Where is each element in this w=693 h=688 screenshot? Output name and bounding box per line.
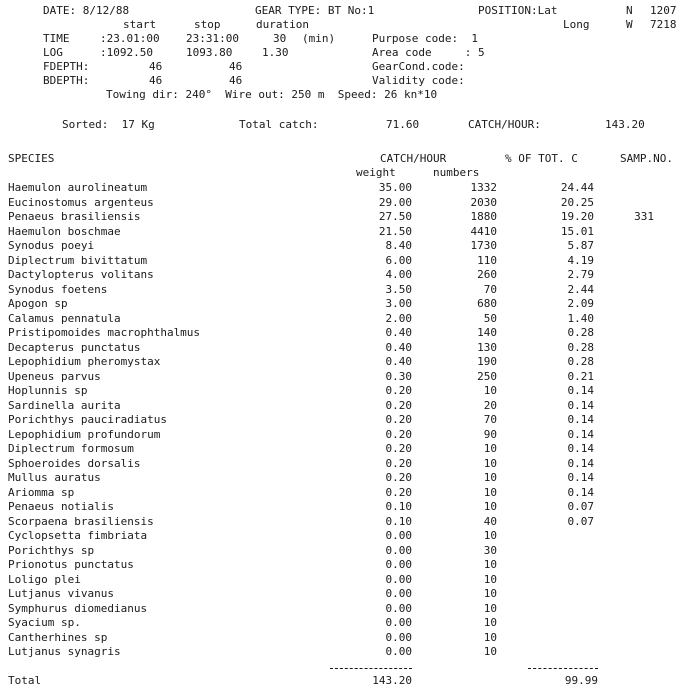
numbers-value: 10 <box>483 384 497 397</box>
pct-value: 0.14 <box>567 442 594 455</box>
species-name: Mullus auratus <box>8 471 101 484</box>
weight-value: 21.50 <box>378 225 412 238</box>
numbers-value: 10 <box>483 616 497 629</box>
species-name: Upeneus parvus <box>8 370 101 383</box>
numbers-value: 50 <box>483 312 497 325</box>
validity-code: Validity code: <box>372 74 465 87</box>
total-weight-rule <box>330 668 412 669</box>
species-name: Hoplunnis sp <box>8 384 88 397</box>
bdepth-stop: 46 <box>229 74 243 87</box>
weight-value: 0.00 <box>385 602 412 615</box>
total-label: Total <box>8 674 42 687</box>
weight-value: 0.00 <box>385 587 412 600</box>
catch-hour-label: CATCH/HOUR: <box>468 118 541 131</box>
weight-value: 0.20 <box>385 384 412 397</box>
numbers-value: 70 <box>483 413 497 426</box>
numbers-value: 70 <box>483 283 497 296</box>
lat-value: 1207 <box>650 4 677 17</box>
numbers-value: 250 <box>477 370 497 383</box>
towing-line: Towing dir: 240° Wire out: 250 m Speed: 26 kn*10 <box>106 88 438 101</box>
species-name: Penaeus notialis <box>8 500 114 513</box>
weight-value: 0.20 <box>385 486 412 499</box>
weight-value: 0.20 <box>385 399 412 412</box>
pct-value: 15.01 <box>560 225 594 238</box>
numbers-value: 10 <box>483 558 497 571</box>
species-name: Porichthys pauciradiatus <box>8 413 167 426</box>
species-name: Loligo plei <box>8 573 81 586</box>
species-name: Pristipomoides macrophthalmus <box>8 326 201 339</box>
total-weight: 143.20 <box>372 674 412 687</box>
pct-value: 0.14 <box>567 384 594 397</box>
species-name: Dactylopterus volitans <box>8 268 154 281</box>
species-name: Lutjanus synagris <box>8 645 121 658</box>
pct-value: 0.28 <box>567 355 594 368</box>
species-name: Decapterus punctatus <box>8 341 141 354</box>
pct-value: 0.28 <box>567 326 594 339</box>
weight-value: 3.00 <box>385 297 412 310</box>
numbers-value: 140 <box>477 326 497 339</box>
pct-value: 0.14 <box>567 457 594 470</box>
loc-label: LOG <box>43 46 63 59</box>
gear-type-field: GEAR TYPE: BT No:1 <box>255 4 375 17</box>
weight-value: 2.00 <box>385 312 412 325</box>
lat-hemisphere: N <box>626 4 633 17</box>
weight-value: 0.00 <box>385 616 412 629</box>
col-duration-label: duration <box>256 18 309 31</box>
loc-start: :1092.50 <box>100 46 153 59</box>
numbers-value: 40 <box>483 515 497 528</box>
pct-value: 0.14 <box>567 428 594 441</box>
weight-value: 0.00 <box>385 645 412 658</box>
weight-value: 0.00 <box>385 558 412 571</box>
species-name: Scorpaena brasiliensis <box>8 515 154 528</box>
species-name: Calamus pennatula <box>8 312 121 325</box>
numbers-header: numbers <box>433 166 480 179</box>
bdepth-label: BDEPTH: <box>43 74 90 87</box>
pct-value: 0.21 <box>567 370 594 383</box>
numbers-value: 10 <box>483 486 497 499</box>
numbers-value: 680 <box>477 297 497 310</box>
species-name: Sardinella aurita <box>8 399 121 412</box>
numbers-value: 10 <box>483 602 497 615</box>
pct-value: 4.19 <box>567 254 594 267</box>
species-name: Synodus foetens <box>8 283 108 296</box>
bdepth-start: 46 <box>149 74 163 87</box>
weight-value: 0.00 <box>385 573 412 586</box>
weight-value: 0.40 <box>385 326 412 339</box>
catch-hour-header: CATCH/HOUR <box>380 152 447 165</box>
pct-value: 1.40 <box>567 312 594 325</box>
species-name: Syacium sp. <box>8 616 81 629</box>
weight-header: weight <box>356 166 396 179</box>
species-name: Diplectrum bivittatum <box>8 254 148 267</box>
sorted-weight: Sorted: 17 Kg <box>62 118 155 131</box>
weight-value: 8.40 <box>385 239 412 252</box>
weight-value: 0.20 <box>385 442 412 455</box>
species-name: Porichthys sp <box>8 544 95 557</box>
pct-value: 0.07 <box>567 500 594 513</box>
species-name: Prionotus punctatus <box>8 558 134 571</box>
time-duration: 30 <box>273 32 287 45</box>
weight-value: 0.20 <box>385 413 412 426</box>
weight-value: 27.50 <box>378 210 412 223</box>
pct-value: 0.28 <box>567 341 594 354</box>
weight-value: 4.00 <box>385 268 412 281</box>
weight-value: 6.00 <box>385 254 412 267</box>
area-code: Area code : 5 <box>372 46 485 59</box>
long-hemisphere: W <box>626 18 633 31</box>
numbers-value: 10 <box>483 645 497 658</box>
time-unit: (min) <box>302 32 336 45</box>
numbers-value: 110 <box>477 254 497 267</box>
numbers-value: 130 <box>477 341 497 354</box>
numbers-value: 30 <box>483 544 497 557</box>
pct-value: 19.20 <box>560 210 594 223</box>
gearcond-code: GearCond.code: <box>372 60 465 73</box>
species-name: Symphurus diomedianus <box>8 602 148 615</box>
species-name: Lepophidium pheromystax <box>8 355 161 368</box>
species-name: Eucinostomus argenteus <box>8 196 154 209</box>
pct-value: 20.25 <box>560 196 594 209</box>
loc-stop: 1093.80 <box>186 46 233 59</box>
numbers-value: 10 <box>483 457 497 470</box>
weight-value: 0.40 <box>385 355 412 368</box>
species-name: Cyclopsetta fimbriata <box>8 529 148 542</box>
pct-value: 2.44 <box>567 283 594 296</box>
species-name: Ariomma sp <box>8 486 75 499</box>
numbers-value: 10 <box>483 500 497 513</box>
weight-value: 3.50 <box>385 283 412 296</box>
weight-value: 0.20 <box>385 428 412 441</box>
pct-value: 24.44 <box>560 181 594 194</box>
species-name: Synodus poeyi <box>8 239 95 252</box>
numbers-value: 1332 <box>470 181 497 194</box>
pct-value: 0.14 <box>567 413 594 426</box>
long-label: Long <box>563 18 590 31</box>
col-stop-label: stop <box>194 18 221 31</box>
fdepth-start: 46 <box>149 60 163 73</box>
pct-total-header: % OF TOT. C <box>505 152 578 165</box>
weight-value: 35.00 <box>378 181 412 194</box>
time-start: :23.01:00 <box>100 32 160 45</box>
numbers-value: 190 <box>477 355 497 368</box>
species-name: Cantherhines sp <box>8 631 108 644</box>
catch-hour-value: 143.20 <box>605 118 645 131</box>
position-lat-label: POSITION:Lat <box>478 4 558 17</box>
weight-value: 29.00 <box>378 196 412 209</box>
numbers-value: 10 <box>483 442 497 455</box>
total-catch-label: Total catch: <box>239 118 319 131</box>
numbers-value: 10 <box>483 529 497 542</box>
pct-value: 2.79 <box>567 268 594 281</box>
weight-value: 0.00 <box>385 529 412 542</box>
long-value: 7218 <box>650 18 677 31</box>
weight-value: 0.00 <box>385 631 412 644</box>
weight-value: 0.00 <box>385 544 412 557</box>
species-name: Diplectrum formosum <box>8 442 134 455</box>
numbers-value: 4410 <box>470 225 497 238</box>
numbers-value: 2030 <box>470 196 497 209</box>
col-start-label: start <box>123 18 157 31</box>
pct-value: 0.14 <box>567 471 594 484</box>
pct-value: 0.14 <box>567 486 594 499</box>
numbers-value: 90 <box>483 428 497 441</box>
weight-value: 0.20 <box>385 457 412 470</box>
weight-value: 0.20 <box>385 471 412 484</box>
numbers-value: 20 <box>483 399 497 412</box>
numbers-value: 10 <box>483 573 497 586</box>
species-header: SPECIES <box>8 152 55 165</box>
weight-value: 0.40 <box>385 341 412 354</box>
pct-value: 0.07 <box>567 515 594 528</box>
species-name: Lutjanus vivanus <box>8 587 114 600</box>
pct-value: 2.09 <box>567 297 594 310</box>
sample-number-header: SAMP.NO. <box>620 152 673 165</box>
total-pct: 99.99 <box>564 674 598 687</box>
fdepth-label: FDEPTH: <box>43 60 90 73</box>
species-name: Penaeus brasiliensis <box>8 210 141 223</box>
species-name: Sphoeroides dorsalis <box>8 457 141 470</box>
total-catch-value: 71.60 <box>386 118 420 131</box>
numbers-value: 10 <box>483 631 497 644</box>
total-pct-rule <box>528 668 598 669</box>
fdepth-stop: 46 <box>229 60 243 73</box>
numbers-value: 10 <box>483 587 497 600</box>
time-label: TIME <box>43 32 70 45</box>
purpose-code: Purpose code: 1 <box>372 32 478 45</box>
weight-value: 0.30 <box>385 370 412 383</box>
date-field: DATE: 8/12/88 <box>43 4 130 17</box>
species-name: Lepophidium profundorum <box>8 428 161 441</box>
species-name: Haemulon aurolineatum <box>8 181 148 194</box>
pct-value: 5.87 <box>567 239 594 252</box>
numbers-value: 10 <box>483 471 497 484</box>
species-name: Haemulon boschmae <box>8 225 121 238</box>
species-name: Apogon sp <box>8 297 68 310</box>
time-stop: 23:31:00 <box>186 32 239 45</box>
pct-value: 0.14 <box>567 399 594 412</box>
numbers-value: 1880 <box>470 210 497 223</box>
numbers-value: 1730 <box>470 239 497 252</box>
sample-number: 331 <box>634 210 654 223</box>
weight-value: 0.10 <box>385 515 412 528</box>
weight-value: 0.10 <box>385 500 412 513</box>
numbers-value: 260 <box>477 268 497 281</box>
loc-duration: 1.30 <box>262 46 289 59</box>
